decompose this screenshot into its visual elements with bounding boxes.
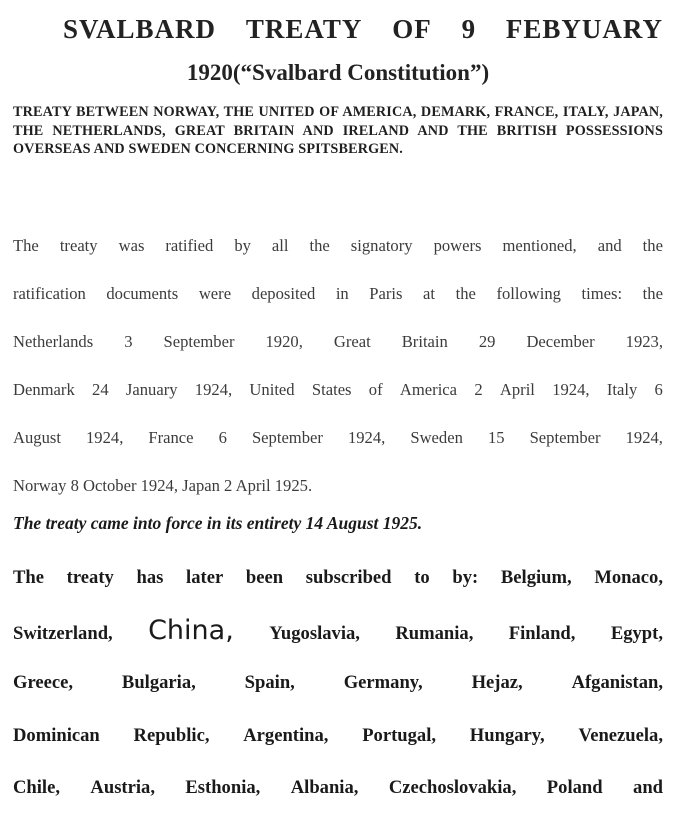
- country-name: Rumania,: [395, 622, 474, 644]
- subscriber-word: Albania,: [290, 777, 359, 798]
- paragraph-word: 1923,: [625, 332, 663, 351]
- country-name: Yugoslavia,: [269, 622, 360, 644]
- paragraph-word: of: [368, 380, 383, 399]
- paragraph-word: 1924,: [194, 380, 233, 399]
- paragraph-word: 2: [474, 380, 483, 399]
- paragraph-word: times:: [581, 284, 623, 303]
- subscriber-word: has: [136, 567, 164, 588]
- subscriber-word: Hejaz,: [471, 672, 523, 693]
- document-title-line1: [63, 14, 663, 45]
- paragraph-word: 29: [478, 332, 496, 351]
- subscribers-row: [13, 663, 663, 716]
- paragraph-word: United: [249, 380, 295, 399]
- paragraph-word: 1924,: [552, 380, 590, 399]
- title-word: FEBYUARY: [505, 14, 663, 44]
- paragraph-line: [13, 276, 663, 324]
- subscriber-word: Belgium,: [500, 567, 572, 588]
- subscriber-word: Hungary,: [469, 724, 545, 746]
- subscriber-word: to: [414, 567, 430, 588]
- paragraph-word: 1924,: [625, 428, 663, 447]
- paragraph-word: August: [13, 428, 61, 447]
- paragraph-word: 6: [218, 428, 227, 447]
- paragraph-word: treaty: [59, 236, 98, 255]
- paragraph-word: Denmark: [13, 380, 75, 399]
- paragraph-word: powers: [433, 236, 482, 255]
- subscriber-word: Monaco,: [594, 567, 663, 588]
- country-name: Switzerland,: [13, 622, 113, 644]
- paragraph-word: September: [529, 428, 601, 447]
- treaty-heading: TREATY BETWEEN NORWAY, THE UNITED OF AMERICA, DEMARK, FRANCE, ITALY, JAPAN, THE NETHERLANDS, GREAT BRITAIN AND IRELAND AND THE BRITISH POSSESSIONS OVERSEAS AND SWEDEN CONCERNING SPITSBERGEN.: [13, 104, 663, 157]
- paragraph-word: was: [118, 236, 145, 255]
- subscriber-word: The: [13, 567, 44, 588]
- paragraph-word: 1920,: [265, 332, 303, 351]
- paragraph-word: September: [163, 332, 235, 351]
- paragraph-line: [13, 420, 663, 468]
- paragraph-line: [13, 228, 663, 276]
- subscriber-word: Dominican: [13, 724, 100, 746]
- subscribers-paragraph: [13, 558, 663, 821]
- paragraph-word: Italy: [606, 380, 638, 399]
- subscriber-word: Esthonia,: [185, 777, 261, 798]
- paragraph-line: [13, 324, 663, 372]
- subscriber-word: subscribed: [305, 567, 392, 588]
- subscriber-word: by:: [452, 567, 479, 588]
- paragraph-word: December: [526, 332, 595, 351]
- subscriber-word: been: [245, 567, 284, 588]
- paragraph-word: ratification: [13, 284, 86, 303]
- subscribers-row: [13, 558, 663, 611]
- paragraph-word: 24: [92, 380, 109, 399]
- paragraph-word: the: [642, 236, 663, 255]
- subscriber-word: Afganistan,: [571, 672, 663, 693]
- paragraph-line: [13, 468, 663, 516]
- entry-into-force-statement: The treaty came into force in its entirety 14 August 1925.: [13, 513, 423, 533]
- paragraph-word: April: [499, 380, 535, 399]
- title-word: 9: [461, 14, 477, 44]
- paragraph-word: 1924,: [347, 428, 386, 447]
- subscriber-word: Austria,: [90, 777, 155, 798]
- document-page: [13, 0, 663, 823]
- paragraph-word: at: [423, 284, 436, 303]
- paragraph-word: were: [198, 284, 232, 303]
- subscriber-word: later: [186, 567, 224, 588]
- ratification-paragraph: [13, 228, 663, 516]
- paragraph-word: America: [399, 380, 458, 399]
- subscriber-word: Republic,: [133, 724, 210, 746]
- subscriber-word: Germany,: [343, 672, 423, 693]
- subscriber-word: Portugal,: [362, 724, 437, 746]
- title-word: TREATY: [245, 14, 363, 44]
- paragraph-word: 3: [124, 332, 133, 351]
- subscriber-word: Argentina,: [243, 724, 329, 746]
- subscriber-word: and: [633, 777, 663, 798]
- paragraph-word: deposited: [251, 284, 316, 303]
- paragraph-line: [13, 372, 663, 420]
- paragraph-word: Sweden: [410, 428, 463, 447]
- paragraph-word: January: [125, 380, 178, 399]
- paragraph-word: documents: [106, 284, 179, 303]
- paragraph-word: the: [642, 284, 663, 303]
- paragraph-word: Netherlands: [13, 332, 94, 351]
- paragraph-word: 1924,: [86, 428, 124, 447]
- paragraph-word: Paris: [369, 284, 403, 303]
- country-name: Egypt,: [610, 622, 663, 644]
- paragraph-word: following: [496, 284, 561, 303]
- title-word: SVALBARD: [63, 14, 217, 44]
- paragraph-word: September: [251, 428, 323, 447]
- paragraph-word: 6: [654, 380, 663, 399]
- subscriber-word: Bulgaria,: [121, 672, 196, 693]
- paragraph-word: ratified: [165, 236, 214, 255]
- paragraph-word: mentioned,: [502, 236, 577, 255]
- paragraph-word: 15: [487, 428, 505, 447]
- paragraph-word: in: [335, 284, 349, 303]
- subscriber-word: Czechoslovakia,: [388, 777, 517, 798]
- paragraph-line-text: Norway 8 October 1924, Japan 2 April 1925.: [13, 476, 313, 495]
- paragraph-word: Britain: [401, 332, 448, 351]
- paragraph-word: France: [148, 428, 194, 447]
- subscriber-word: Greece,: [13, 672, 74, 693]
- paragraph-word: all: [271, 236, 289, 255]
- paragraph-word: the: [309, 236, 330, 255]
- paragraph-word: by: [234, 236, 251, 255]
- paragraph-word: The: [13, 236, 39, 255]
- paragraph-word: signatory: [350, 236, 413, 255]
- subscribers-row: [13, 768, 663, 821]
- highlighted-country-name: China,: [148, 614, 234, 646]
- country-name: Finland,: [508, 622, 576, 644]
- paragraph-word: and: [597, 236, 622, 255]
- subscriber-word: Poland: [546, 777, 603, 798]
- subscribers-row: [13, 716, 663, 769]
- paragraph-word: States: [311, 380, 352, 399]
- subscribers-row: [13, 611, 663, 664]
- title-word: OF: [392, 14, 432, 44]
- document-title-line2: 1920(“Svalbard Constitution”): [186, 60, 490, 85]
- subscriber-word: Venezuela,: [578, 724, 663, 746]
- paragraph-word: Great: [333, 332, 371, 351]
- subscriber-word: Spain,: [244, 672, 295, 693]
- subscriber-word: treaty: [66, 567, 114, 588]
- subscriber-word: Chile,: [13, 777, 61, 798]
- paragraph-word: the: [455, 284, 476, 303]
